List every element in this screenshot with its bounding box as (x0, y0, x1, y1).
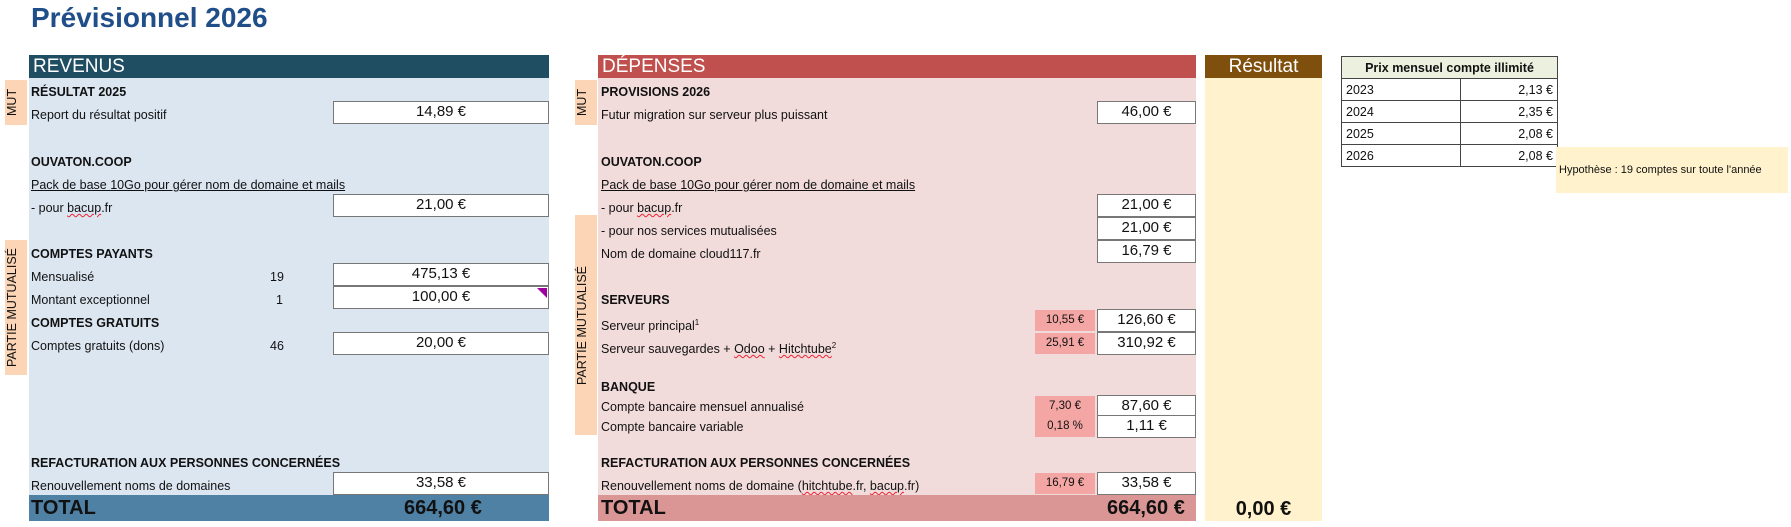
prix-year: 2026 (1342, 145, 1461, 167)
revenus-mut-label: MUT (5, 88, 19, 117)
domaine-value-cell[interactable]: 16,79 € (1097, 240, 1196, 263)
mutual-value-cell[interactable]: 21,00 € (1097, 217, 1196, 240)
revenus-bacup-prefix: - pour (31, 201, 68, 215)
revenus-total-value: 664,60 € (404, 497, 482, 519)
hypothese-text: Hypothèse : 19 comptes sur toute l'année (1559, 164, 1762, 176)
report-label: Report du résultat positif (31, 108, 167, 122)
table-row (1342, 79, 1558, 101)
principal-value-cell[interactable]: 126,60 € (1097, 309, 1196, 332)
revenus-ouvaton-title: OUVATON.COOP (31, 155, 132, 169)
comment-indicator-icon[interactable] (537, 288, 547, 298)
prix-header: Prix mensuel compte illimité (1342, 57, 1558, 79)
depenses-partie-tab (575, 215, 597, 435)
sauvegarde-value-cell[interactable]: 310,92 € (1097, 332, 1196, 355)
principal-monthly-cell[interactable]: 10,55 € (1035, 310, 1095, 331)
revenus-bacup-suffix: .fr (101, 201, 113, 215)
gratuits-count: 46 (270, 339, 284, 353)
mensualise-value-cell[interactable]: 475,13 € (333, 263, 549, 286)
renouv-bacup: bacup (869, 479, 904, 493)
revenus-mut-tab (5, 80, 27, 125)
revenus-renouv-label: Renouvellement noms de domaines (31, 479, 231, 493)
revenus-partie-tab (5, 240, 27, 375)
gratuits-title: COMPTES GRATUITS (31, 316, 160, 330)
revenus-total-label: TOTAL (31, 497, 96, 519)
depenses-renouv-value-cell[interactable]: 33,58 € (1097, 472, 1196, 495)
prix-price: 2,08 € (1461, 123, 1558, 145)
mensualise-count: 19 (270, 270, 284, 284)
sauvegarde-hitch: Hitchtube (778, 342, 832, 357)
page-title: Prévisionnel 2026 (31, 2, 268, 33)
provisions-title: PROVISIONS 2026 (601, 85, 711, 99)
prix-table (1341, 56, 1558, 167)
principal-text: Serveur principal (601, 319, 695, 334)
depenses-header: DÉPENSES (598, 55, 1196, 78)
sauvegarde-monthly-cell[interactable]: 25,91 € (1035, 333, 1095, 354)
principal-footnote: 1 (694, 318, 700, 327)
depenses-mut-label: MUT (575, 88, 589, 117)
bancaire-value-cell[interactable]: 87,60 € (1097, 395, 1196, 418)
variable-value-cell[interactable]: 1,11 € (1097, 415, 1196, 438)
exceptionnel-value-cell[interactable]: 100,00 € (333, 286, 549, 309)
depenses-pack-label: Pack de base 10Go pour gérer nom de domaine et mails (601, 178, 916, 192)
principal-label (601, 315, 699, 334)
variable-pct-cell[interactable]: 0,18 % (1035, 416, 1095, 437)
bancaire-monthly-cell[interactable]: 7,30 € (1035, 396, 1095, 417)
depenses-bacup-suffix: .fr (671, 201, 683, 215)
sauvegarde-footnote: 2 (831, 341, 837, 350)
table-row (1342, 101, 1558, 123)
renouv-mid: .fr, (852, 479, 870, 493)
sauvegarde-prefix: Serveur sauvegardes + (601, 342, 735, 357)
table-row (1342, 145, 1558, 167)
revenus-renouv-value-cell[interactable]: 33,58 € (333, 472, 549, 495)
prix-year: 2025 (1342, 123, 1461, 145)
sauvegarde-label (601, 338, 836, 357)
prix-price: 2,08 € (1461, 145, 1558, 167)
sauvegarde-odoo: Odoo (734, 342, 765, 357)
domaine-label: Nom de domaine cloud117.fr (601, 247, 761, 261)
gratuits-value-cell[interactable]: 20,00 € (333, 332, 549, 355)
renouv-monthly-cell[interactable]: 16,79 € (1035, 473, 1095, 494)
revenus-bacup-value-cell[interactable]: 21,00 € (333, 194, 549, 217)
hypothese-note[interactable] (1556, 147, 1788, 193)
revenus-resultat-title: RÉSULTAT 2025 (31, 85, 127, 99)
depenses-renouv-label (601, 478, 919, 494)
variable-label: Compte bancaire variable (601, 420, 744, 434)
depenses-bacup-prefix: - pour (601, 201, 638, 215)
payants-title: COMPTES PAYANTS (31, 247, 153, 261)
depenses-bacup-value-cell[interactable]: 21,00 € (1097, 194, 1196, 217)
mensualise-label: Mensualisé (31, 270, 95, 284)
depenses-ouvaton-title: OUVATON.COOP (601, 155, 702, 169)
prix-year: 2023 (1342, 79, 1461, 101)
renouv-suffix: .fr) (903, 479, 920, 493)
depenses-refact-title: REFACTURATION AUX PERSONNES CONCERNÉES (601, 456, 911, 470)
prix-year: 2024 (1342, 101, 1461, 123)
depenses-total-label: TOTAL (601, 497, 666, 519)
migration-value-cell[interactable]: 46,00 € (1097, 101, 1196, 124)
report-value-cell[interactable]: 14,89 € (333, 101, 549, 124)
depenses-mut-tab (575, 80, 597, 125)
prix-header-row (1342, 57, 1558, 79)
revenus-bacup-label (31, 200, 112, 216)
depenses-total-value: 664,60 € (1107, 497, 1185, 519)
revenus-partie-label: PARTIE MUTUALISÉ (5, 248, 19, 368)
renouv-prefix: Renouvellement noms de domaine ( (601, 479, 802, 493)
prix-price: 2,13 € (1461, 79, 1558, 101)
resultat-value: 0,00 € (1235, 498, 1292, 520)
revenus-pack-label: Pack de base 10Go pour gérer nom de domaine et mails (31, 178, 346, 192)
exceptionnel-label: Montant exceptionnel (31, 293, 150, 307)
resultat-header: Résultat (1205, 55, 1322, 78)
prix-price: 2,35 € (1461, 101, 1558, 123)
serveurs-title: SERVEURS (601, 293, 670, 307)
revenus-bacup-word: bacup (67, 201, 102, 215)
renouv-hitch: hitchtube (801, 479, 853, 493)
exceptionnel-count: 1 (276, 293, 283, 307)
migration-label: Futur migration sur serveur plus puissant (601, 108, 828, 122)
banque-title: BANQUE (601, 380, 656, 394)
sauvegarde-mid: + (764, 342, 779, 357)
resultat-panel (1205, 78, 1322, 521)
bancaire-label: Compte bancaire mensuel annualisé (601, 400, 804, 414)
depenses-bacup-label (601, 200, 682, 216)
gratuits-label: Comptes gratuits (dons) (31, 339, 165, 353)
revenus-header: REVENUS (29, 55, 549, 78)
depenses-bacup-word: bacup (637, 201, 672, 215)
table-row (1342, 123, 1558, 145)
revenus-refact-title: REFACTURATION AUX PERSONNES CONCERNÉES (31, 456, 341, 470)
depenses-partie-label: PARTIE MUTUALISÉ (575, 265, 589, 385)
mutual-label: - pour nos services mutualisées (601, 224, 777, 238)
